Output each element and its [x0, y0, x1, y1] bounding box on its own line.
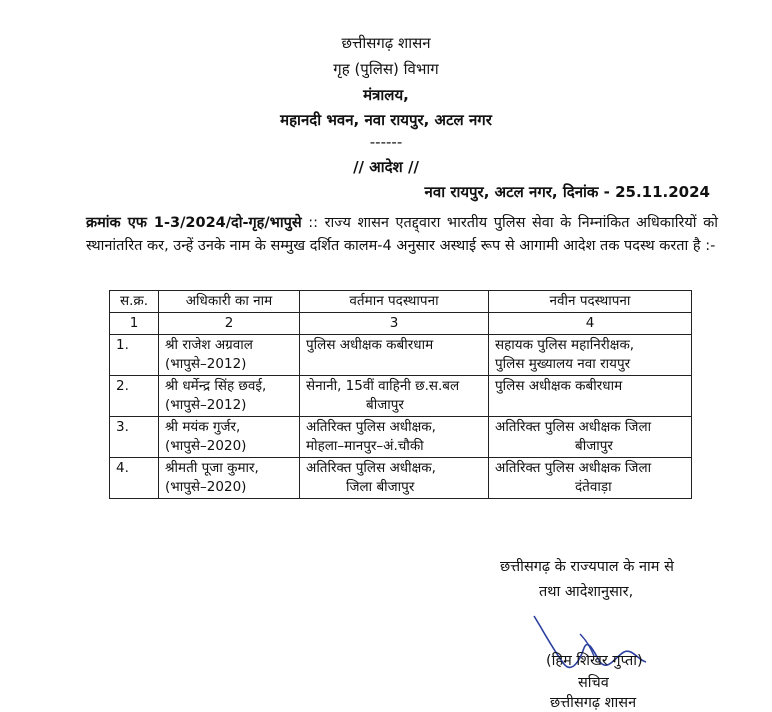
- current-posting-line: मोहला–मानपुर–अं.चौकी: [306, 438, 424, 454]
- separator-line: ------: [369, 133, 403, 151]
- table-row: [110, 376, 692, 417]
- current-posting-line: सेनानी, 15वीं वाहिनी छ.स.बल: [306, 378, 460, 394]
- reference-number: क्रमांक एफ 1-3/2024/दो-गृह/भापुसे: [86, 215, 302, 231]
- row-current-posting: [300, 335, 489, 376]
- row-new-posting: [489, 458, 692, 499]
- new-posting-line: अतिरिक्त पुलिस अधीक्षक जिला: [495, 460, 652, 476]
- officer-name: श्रीमती पूजा कुमार,: [165, 460, 259, 476]
- table-row: [110, 458, 692, 499]
- current-posting-line: बीजापुर: [366, 397, 404, 413]
- header-officer-name: अधिकारी का नाम: [159, 291, 300, 313]
- new-posting-line: अतिरिक्त पुलिस अधीक्षक जिला: [495, 419, 652, 435]
- table-column-number-row: [110, 313, 692, 335]
- row-officer: [159, 417, 300, 458]
- officer-batch: (भापुसे–2012): [165, 356, 247, 372]
- governor-authority-line: छत्तीसगढ़ के राज्यपाल के नाम से: [500, 559, 674, 575]
- header-sno: स.क्र.: [110, 291, 159, 313]
- order-authority-line: तथा आदेशानुसार,: [539, 584, 634, 600]
- signatory-office: छत्तीसगढ़ शासन: [550, 695, 637, 711]
- row-current-posting: [300, 417, 489, 458]
- new-posting-line: दंतेवाड़ा: [575, 479, 612, 495]
- new-posting-line: पुलिस अधीक्षक कबीरधाम: [495, 378, 623, 394]
- order-title: // आदेश //: [353, 158, 419, 176]
- department-name: गृह (पुलिस) विभाग: [333, 60, 439, 78]
- order-text: :: राज्य शासन एतद्द्वारा भारतीय पुलिस सेवा के निम्नांकित अधिकारियों को स्थानांतरित कर, उन्हें उनके नाम के सम्मुख दर्शित कालम-4 अनुसार अस्थाई रूप से आगामी आदेश तक पदस्थ करता है :-: [86, 215, 718, 254]
- current-posting-line: अतिरिक्त पुलिस अधीक्षक,: [306, 419, 436, 435]
- officer-batch: (भापुसे–2012): [165, 397, 247, 413]
- current-posting-line: जिला बीजापुर: [346, 479, 415, 495]
- col-number: 3: [300, 313, 489, 335]
- officer-batch: (भापुसे–2020): [165, 479, 247, 495]
- ministry-label: मंत्रालय,: [363, 86, 409, 104]
- table-header-row: [110, 291, 692, 313]
- col-number: 2: [159, 313, 300, 335]
- table-row: [110, 335, 692, 376]
- col-number: 4: [489, 313, 692, 335]
- place-date: नवा रायपुर, अटल नगर, दिनांक - 25.11.2024: [424, 183, 710, 201]
- new-posting-line: सहायक पुलिस महानिरीक्षक,: [495, 337, 635, 353]
- row-new-posting: [489, 335, 692, 376]
- row-officer: [159, 335, 300, 376]
- govt-name: छत्तीसगढ़ शासन: [341, 34, 431, 52]
- header-new-posting: नवीन पदस्थापना: [489, 291, 692, 313]
- officer-name: श्री मयंक गुर्जर,: [165, 419, 241, 435]
- table-row: [110, 417, 692, 458]
- signatory-designation: सचिव: [578, 675, 609, 691]
- address-line: महानदी भवन, नवा रायपुर, अटल नगर: [280, 111, 492, 129]
- header-current-posting: वर्तमान पदस्थापना: [300, 291, 489, 313]
- new-posting-line: बीजापुर: [575, 438, 613, 454]
- row-current-posting: [300, 376, 489, 417]
- row-current-posting: [300, 458, 489, 499]
- row-new-posting: [489, 417, 692, 458]
- officer-name: श्री धर्मेन्द्र सिंह छवई,: [165, 378, 267, 394]
- new-posting-line: पुलिस मुख्यालय नवा रायपुर: [495, 356, 631, 372]
- order-body: [86, 212, 718, 258]
- row-officer: [159, 376, 300, 417]
- transfer-table: [109, 290, 692, 499]
- row-sno: 3.: [110, 417, 159, 458]
- row-sno: 4.: [110, 458, 159, 499]
- row-sno: 2.: [110, 376, 159, 417]
- row-officer: [159, 458, 300, 499]
- signatory-name: (हिम शिखर गुप्ता): [546, 653, 643, 669]
- row-sno: 1.: [110, 335, 159, 376]
- officer-batch: (भापुसे–2020): [165, 438, 247, 454]
- officer-name: श्री राजेश अग्रवाल: [165, 337, 253, 353]
- row-new-posting: [489, 376, 692, 417]
- current-posting-line: पुलिस अधीक्षक कबीरधाम: [306, 337, 434, 353]
- col-number: 1: [110, 313, 159, 335]
- current-posting-line: अतिरिक्त पुलिस अधीक्षक,: [306, 460, 436, 476]
